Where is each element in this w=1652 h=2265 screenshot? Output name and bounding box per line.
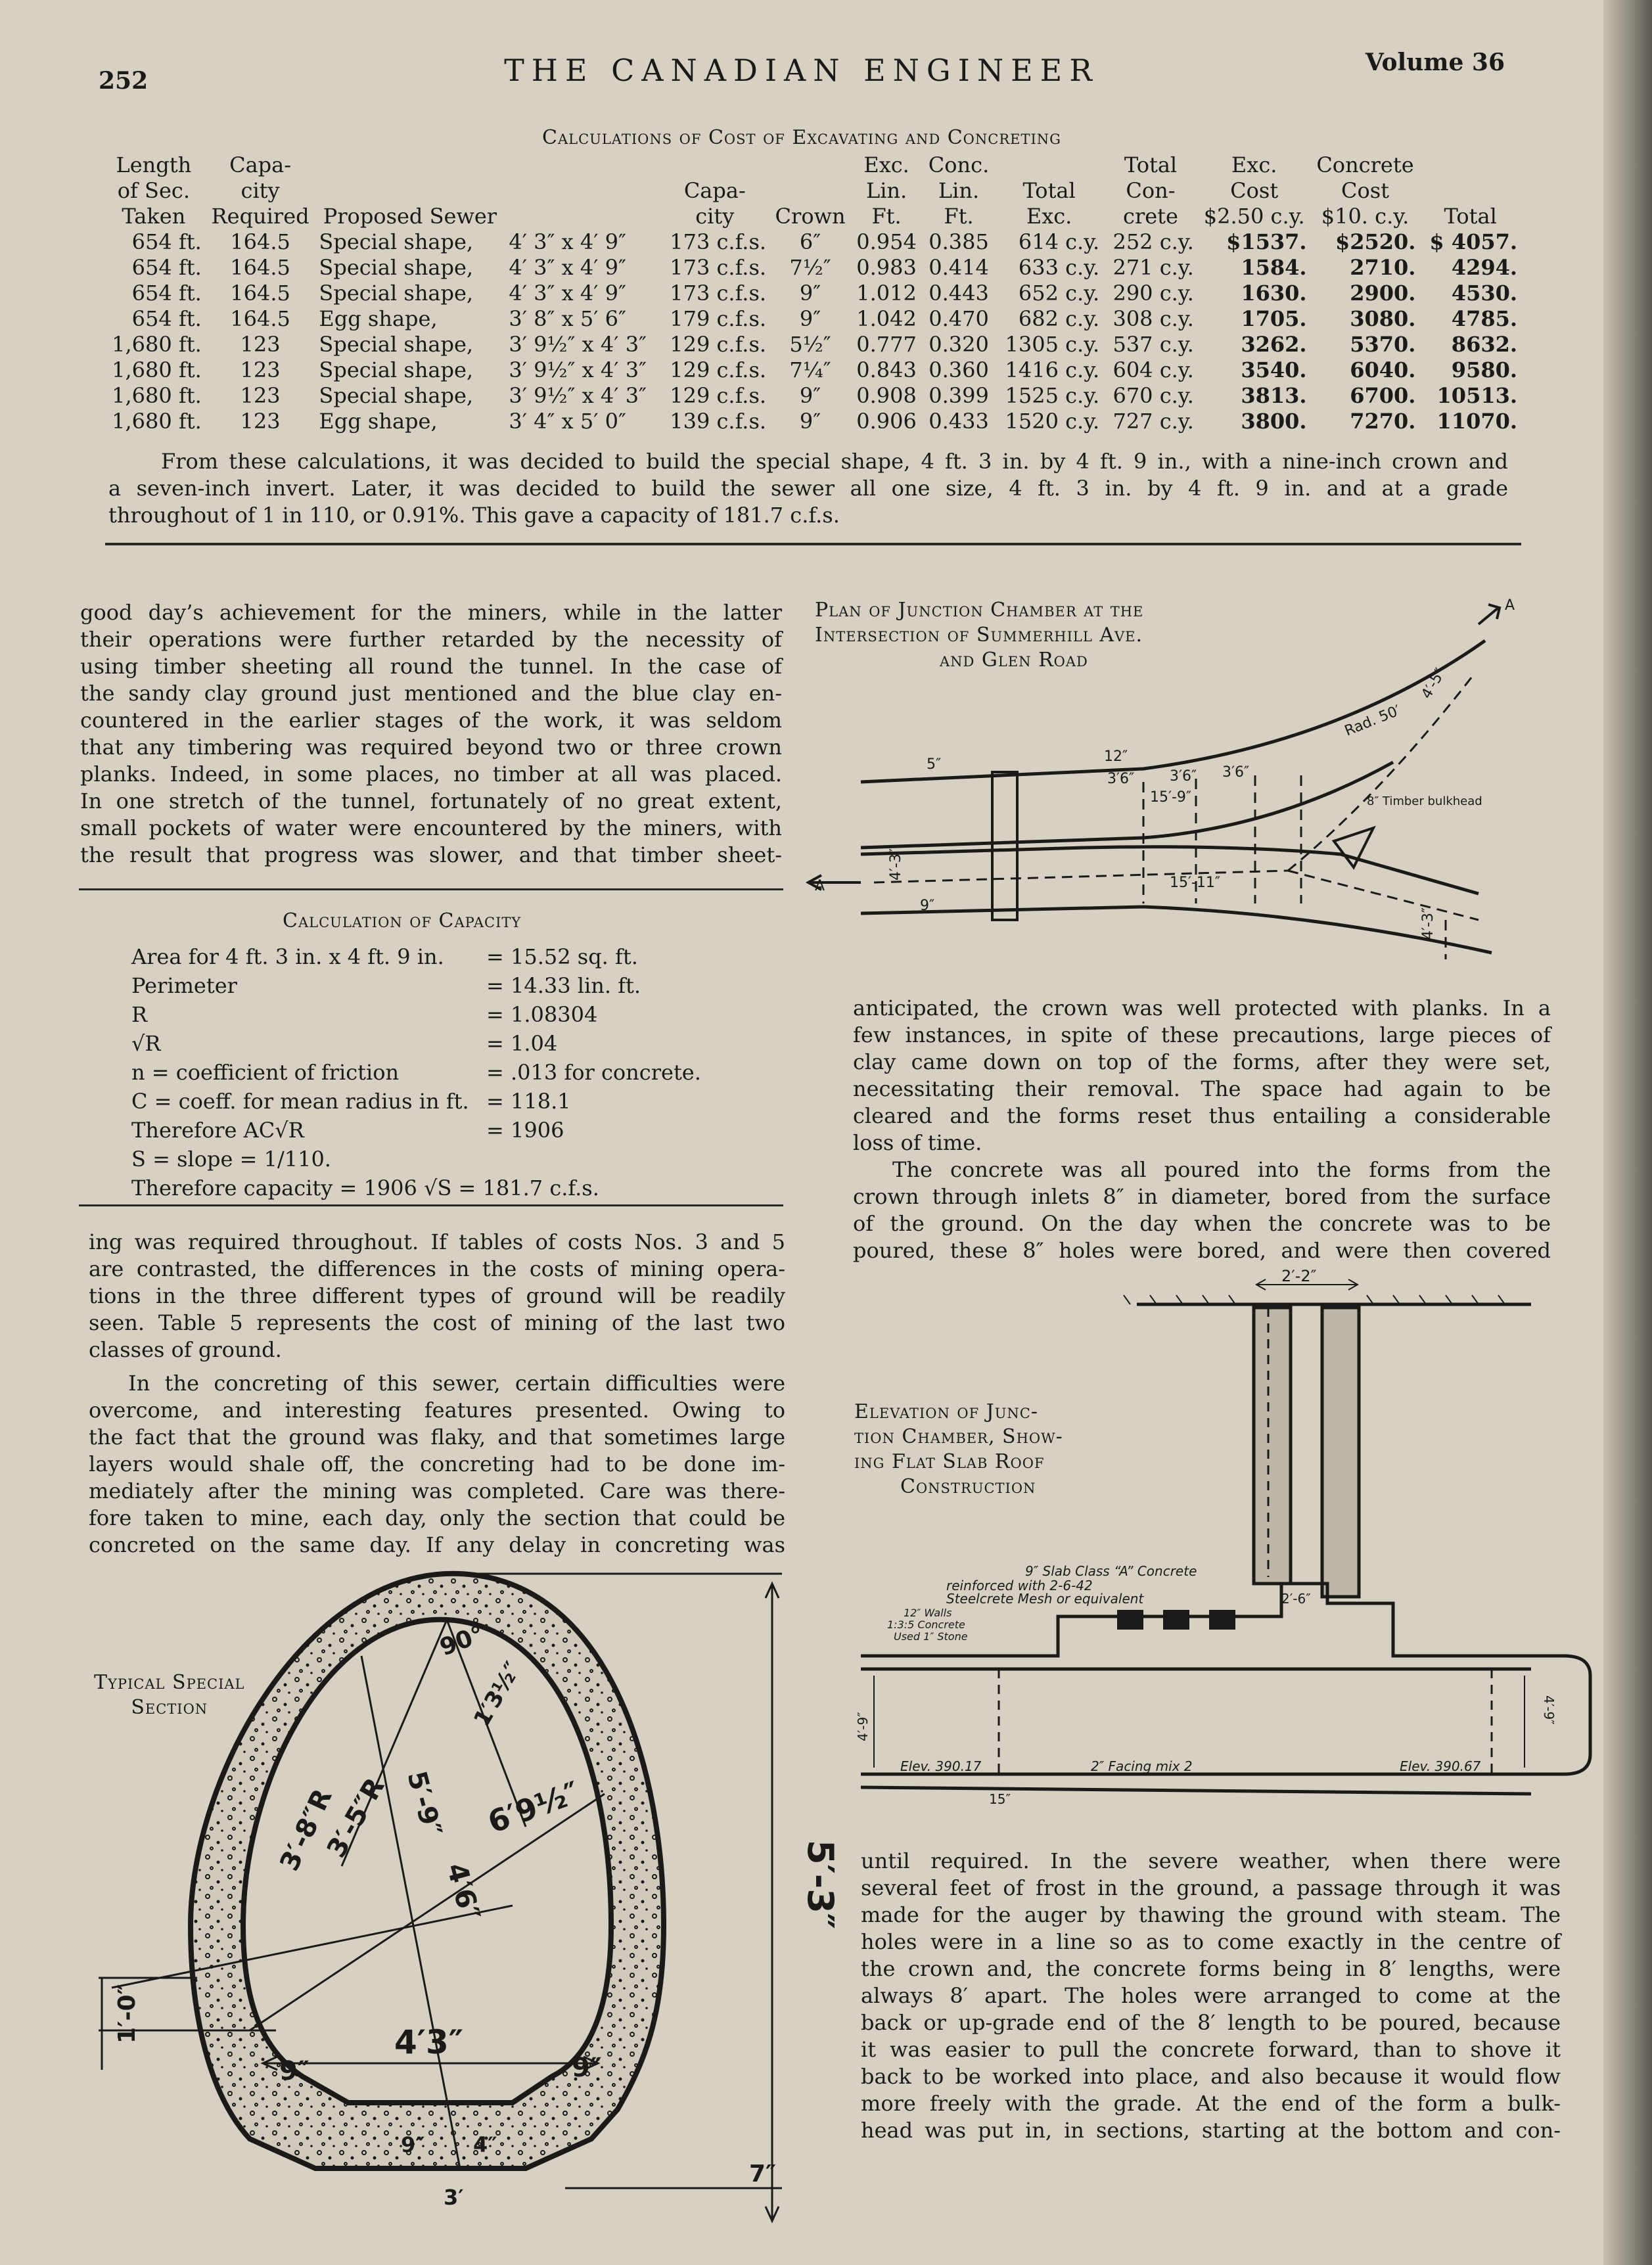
- cost-table-body: [102, 229, 1521, 434]
- cost-table-row: [102, 281, 1521, 306]
- plan-label-45: 4′-5″: [1418, 665, 1449, 702]
- elev-label-elev-left: Elev. 390.17: [900, 1758, 982, 1774]
- cost-table-header: [505, 152, 659, 229]
- cost-table-row: [102, 383, 1521, 409]
- cost-table-cell: 290 c.y.: [1113, 281, 1194, 306]
- cost-table-cell: 3540.: [1241, 357, 1307, 382]
- cost-table-row: [102, 229, 1521, 255]
- capacity-calc-value: = .013 for concrete.: [486, 1060, 701, 1085]
- cost-table-cell: 7¼″: [789, 357, 831, 382]
- text-line: tions in the three different types of ground will be readily: [89, 1283, 785, 1308]
- cost-table-cell: 3080.: [1350, 306, 1416, 331]
- cost-table-cell: 654 ft.: [131, 306, 202, 331]
- typical-section-drawing: [92, 1557, 841, 2241]
- cost-table-header-row: [102, 152, 1521, 229]
- text-line: more freely with the grade. At the end of the form a bulk-: [861, 2091, 1561, 2116]
- book-spine: [1603, 0, 1652, 2265]
- text-line: until required. In the severe weather, when there were: [861, 1848, 1561, 1873]
- elev-label-49b: 4′-9″: [1541, 1695, 1557, 1725]
- section-caption-line-1: Typical Special: [94, 1671, 245, 1694]
- cost-table-cell: 727 c.y.: [1113, 409, 1194, 434]
- plan-label-36a: 3′6″: [1107, 771, 1135, 787]
- plan-label-bulkhead: 8″ Timber bulkhead: [1367, 794, 1482, 808]
- cost-table-cell: 654 ft.: [131, 281, 202, 306]
- elevation-caption-line-1: Elevation of Junc-: [854, 1400, 1038, 1423]
- text-line: The concrete was all poured into the forms from the: [892, 1157, 1551, 1182]
- plan-label-36c: 3′6″: [1222, 764, 1250, 781]
- cost-table-cell: 308 c.y.: [1113, 306, 1194, 331]
- capacity-calc-row: [131, 1029, 762, 1058]
- cost-table-header: Total Exc.: [1022, 178, 1076, 229]
- cost-table-cell: 0.433: [929, 409, 989, 434]
- cost-table-cell: 1.042: [856, 306, 917, 331]
- capacity-calc-value: = 1906: [486, 1118, 564, 1143]
- cost-table-cell: 3′ 9½″ x 4′ 3″: [509, 383, 647, 408]
- cost-table-cell: 652 c.y.: [1018, 281, 1100, 306]
- plan-centerline-branch: [1288, 871, 1479, 920]
- elev-label-26: 2′-6″: [1281, 1591, 1311, 1607]
- page-number: 252: [99, 67, 149, 95]
- plan-label-43b: 4′-3″: [1420, 907, 1436, 940]
- plan-caption-line-2: Intersection of Summerhill Ave.: [815, 624, 1143, 647]
- junction-elevation-drawing: [848, 1268, 1577, 1846]
- text-line: back to be worked into place, and also because it would flow: [861, 2064, 1561, 2089]
- plan-label-a-top: A: [1505, 597, 1515, 614]
- cost-table-cell: 0.470: [929, 306, 989, 331]
- cost-table-cell: 6700.: [1350, 383, 1416, 408]
- cost-table-header: Conc. Lin. Ft.: [928, 152, 990, 229]
- plan-centerline: [874, 871, 1288, 882]
- capacity-calc-term: S = slope = 1/110.: [131, 1147, 331, 1172]
- left-column-text-mid: [89, 1229, 785, 1363]
- text-line: the sandy clay ground just mentioned and the blue clay en-: [80, 681, 782, 706]
- plan-label-159: 15′-9″: [1150, 789, 1192, 806]
- cost-table-caption: Calculations of Cost of Excavating and Concreting: [542, 126, 1061, 149]
- text-line: it was easier to pull the concrete forward, than to shove it: [861, 2037, 1561, 2062]
- cost-table-cell: 1,680 ft.: [112, 332, 202, 357]
- cost-table-cell: Special shape,: [319, 229, 474, 254]
- section-label-90: 90°: [436, 1620, 488, 1662]
- cost-table-cell: $2520.: [1335, 229, 1416, 254]
- text-line: few instances, in spite of these precautions, large pieces of: [853, 1022, 1551, 1047]
- cost-table-header: Capa- city: [683, 178, 746, 229]
- cost-table-cell: Egg shape,: [319, 306, 438, 331]
- capacity-calc-row: [131, 1116, 762, 1145]
- rule-above-capacity: [79, 888, 783, 890]
- cost-table-cell: 9″: [799, 306, 821, 331]
- cost-table-cell: 129 c.f.s.: [670, 357, 767, 382]
- journal-title: THE CANADIAN ENGINEER: [504, 53, 1099, 88]
- cost-table-cell: 173 c.f.s.: [670, 281, 767, 306]
- text-line: back or up-grade end of the 8′ length to be poured, because: [861, 2010, 1561, 2035]
- capacity-calc-value: = 1.08304: [486, 1002, 598, 1027]
- text-line: cleared and the forms reset thus entailing a considerable: [853, 1103, 1551, 1128]
- cost-table-header: Capa- city Required: [211, 152, 310, 229]
- cost-table-cell: 3800.: [1241, 409, 1307, 434]
- cost-table-cell: 9″: [799, 409, 821, 434]
- text-line: small pockets of water were encountered by the miners, with: [80, 815, 782, 840]
- elev-label-facing: 2″ Facing mix 2: [1091, 1758, 1193, 1774]
- left-column-text-concreting: [89, 1370, 785, 1559]
- cost-table-cell: 10513.: [1436, 383, 1517, 408]
- cost-table-cell: 123: [240, 357, 281, 382]
- capacity-calc-term: √R: [131, 1031, 161, 1056]
- text-line: planks. Indeed, in some places, no timber at all was placed.: [80, 762, 782, 787]
- text-line: the crown and, the concrete forms being in 8′ lengths, were: [861, 1956, 1561, 1981]
- cost-table-cell: 123: [240, 383, 281, 408]
- plan-label-36b: 3′6″: [1170, 768, 1197, 785]
- cost-table-cell: Special shape,: [319, 281, 474, 306]
- capacity-calc-term: Perimeter: [131, 973, 237, 998]
- cost-table-cell: Special shape,: [319, 383, 474, 408]
- capacity-calc-row: [131, 1087, 762, 1116]
- capacity-calc-term: C = coeff. for mean radius in ft.: [131, 1089, 469, 1114]
- capacity-calc-term: n = coefficient of friction: [131, 1060, 400, 1085]
- plan-caption-line-3: and Glen Road: [940, 649, 1088, 672]
- capacity-calc-row: [131, 942, 762, 971]
- text-line: the result that progress was slower, and that timber sheet-: [80, 842, 782, 867]
- text-line: of the ground. On the day when the concrete was to be: [853, 1211, 1551, 1236]
- cost-table-cell: Special shape,: [319, 357, 474, 382]
- text-line: always 8′ apart. The holes were arranged to come at the: [861, 1983, 1561, 2008]
- text-line: their operations were further retarded by the necessity of: [80, 627, 782, 652]
- cost-table-row: [102, 357, 1521, 383]
- cost-table-cell: 1305 c.y.: [1005, 332, 1100, 357]
- section-label-9l: 9″: [279, 2056, 310, 2086]
- text-line: In one stretch of the tunnel, fortunately of no great extent,: [80, 789, 782, 813]
- elev-label-top: 2′-2″: [1281, 1267, 1317, 1285]
- cost-table-note: [108, 448, 1508, 529]
- cost-table-cell: 164.5: [230, 306, 290, 331]
- cost-table-cell: 4′ 3″ x 4′ 9″: [509, 255, 626, 280]
- text-line: that any timbering was required beyond two or three crown: [80, 735, 782, 760]
- cost-table-header: Exc. Lin. Ft.: [863, 152, 909, 229]
- cost-table-cell: 1525 c.y.: [1005, 383, 1100, 408]
- elev-label-49a: 4′-9″: [855, 1712, 871, 1741]
- section-label-7: 7″: [749, 2161, 777, 2187]
- cost-table-cell: 173 c.f.s.: [670, 255, 767, 280]
- text-line: good day’s achievement for the miners, while in the latter: [80, 600, 782, 625]
- cost-table-cell: Special shape,: [319, 332, 474, 357]
- section-label-10: 1′-0″: [114, 1984, 141, 2044]
- cost-table-cell: 4′ 3″ x 4′ 9″: [509, 281, 626, 306]
- cost-table-cell: 614 c.y.: [1018, 229, 1100, 254]
- cost-table-header: Total: [1444, 204, 1497, 229]
- capacity-calc-value: = 15.52 sq. ft.: [486, 944, 638, 969]
- elev-label-walls: 12″ Walls: [904, 1607, 952, 1619]
- cost-table-cell: $ 4057.: [1429, 229, 1517, 254]
- cost-table-cell: 654 ft.: [131, 255, 202, 280]
- cost-table-cell: 0.843: [856, 357, 917, 382]
- cost-table-cell: 2710.: [1350, 255, 1416, 280]
- cost-table-cell: 1584.: [1241, 255, 1307, 280]
- cost-table-cell: 0.320: [929, 332, 989, 357]
- cost-table-cell: 0.360: [929, 357, 989, 382]
- cost-table-row: [102, 255, 1521, 281]
- cost-table-cell: 129 c.f.s.: [670, 383, 767, 408]
- cost-table-cell: 6040.: [1350, 357, 1416, 382]
- right-column-text-a: [853, 995, 1551, 1156]
- plan-label-rad: Rad. 50′: [1342, 702, 1403, 740]
- cost-table-cell: 2900.: [1350, 281, 1416, 306]
- text-line: In the concreting of this sewer, certain difficulties were: [128, 1371, 785, 1396]
- cost-table-cell: 123: [240, 409, 281, 434]
- cost-table-cell: 0.385: [929, 229, 989, 254]
- cost-table-cell: 0.906: [856, 409, 917, 434]
- cost-table-cell: 633 c.y.: [1018, 255, 1100, 280]
- section-label-9n: 9″: [401, 2132, 425, 2157]
- cost-table-cell: 252 c.y.: [1113, 229, 1194, 254]
- elevation-caption-line-4: Construction: [900, 1475, 1036, 1498]
- cost-table-row: [102, 306, 1521, 332]
- text-line: the fact that the ground was flaky, and that sometimes large: [89, 1425, 785, 1450]
- cost-table-cell: 3′ 9½″ x 4′ 3″: [509, 332, 647, 357]
- text-line: holes were in a line so as to come exactly in the centre of: [861, 1929, 1561, 1954]
- cost-table-cell: 139 c.f.s.: [670, 409, 767, 434]
- elev-label-walls2: 1:3:5 Concrete: [887, 1618, 965, 1631]
- capacity-calc-row: [131, 1058, 762, 1087]
- cost-table: [102, 152, 1521, 434]
- cost-table-cell: 179 c.f.s.: [670, 306, 767, 331]
- elevation-caption-line-2: tion Chamber, Show-: [854, 1425, 1063, 1448]
- plan-label-43: 4′-3″: [888, 848, 904, 881]
- cost-table-cell: 0.777: [856, 332, 917, 357]
- capacity-calc-block: [131, 942, 762, 1202]
- text-line: made for the auger by thawing the ground with steam. The: [861, 1902, 1561, 1927]
- capacity-calc-value: = 118.1: [486, 1089, 571, 1114]
- cost-table-header: Proposed Sewer: [323, 204, 497, 229]
- cost-table-cell: 7½″: [789, 255, 831, 280]
- cost-table-cell: 4785.: [1451, 306, 1517, 331]
- elevation-caption-line-3: ing Flat Slab Roof: [854, 1450, 1045, 1473]
- elev-label-slab: 9″ Slab Class “A” Concrete: [1025, 1563, 1197, 1579]
- section-label-35: 3′-5″R: [321, 1773, 391, 1863]
- plan-label-12in: 12″: [1104, 748, 1128, 765]
- capacity-calc-term: R: [131, 1002, 148, 1027]
- cost-table-header: Concrete Cost $10. c.y.: [1316, 152, 1414, 229]
- cost-table-cell: 7270.: [1350, 409, 1416, 434]
- text-line: countered in the earlier stages of the work, it was seldom: [80, 708, 782, 733]
- text-line: several feet of frost in the ground, a passage through it was: [861, 1875, 1561, 1900]
- capacity-calc-term: Therefore AC√R: [131, 1118, 304, 1143]
- capacity-calc-value: = 14.33 lin. ft.: [486, 973, 641, 998]
- cost-table-cell: 1520 c.y.: [1005, 409, 1100, 434]
- section-label-9r: 9″: [572, 2053, 602, 2083]
- cost-table-row: [102, 332, 1521, 357]
- right-column-text-b: [853, 1156, 1551, 1264]
- cost-table-cell: Egg shape,: [319, 409, 438, 434]
- cost-table-cell: 4′ 3″ x 4′ 9″: [509, 229, 626, 254]
- cost-table-cell: 537 c.y.: [1113, 332, 1194, 357]
- plan-caption-line-1: Plan of Junction Chamber at the: [815, 599, 1144, 622]
- text-line: crown through inlets 8″ in diameter, bored from the surface: [853, 1184, 1551, 1209]
- cost-table-cell: 123: [240, 332, 281, 357]
- text-line: fore taken to mine, each day, only the section that could be: [89, 1505, 785, 1530]
- plan-label-5in: 5″: [927, 756, 942, 773]
- capacity-calc-row: [131, 1145, 762, 1174]
- capacity-calc-row: [131, 1174, 762, 1202]
- section-caption-line-2: Section: [131, 1696, 208, 1719]
- text-line: head was put in, in sections, starting at the bottom and con-: [861, 2118, 1561, 2143]
- text-line: loss of time.: [853, 1130, 982, 1155]
- cost-table-cell: 8632.: [1451, 332, 1517, 357]
- elev-label-walls3: Used 1″ Stone: [894, 1630, 968, 1643]
- cost-table-cell: 1.012: [856, 281, 917, 306]
- page-header: [99, 49, 1505, 99]
- text-line: clay came down on top of the forms, after they were set,: [853, 1049, 1551, 1074]
- plan-label-9in: 9″: [920, 898, 935, 914]
- cost-table-cell: 6″: [799, 229, 821, 254]
- cost-table-cell: 604 c.y.: [1113, 357, 1194, 382]
- volume-label: Volume 36: [1365, 49, 1505, 76]
- cost-table-cell: 0.414: [929, 255, 989, 280]
- text-line: classes of ground.: [89, 1337, 282, 1362]
- cost-table-header: Total Con- crete: [1123, 152, 1178, 229]
- cost-table-cell: 3′ 8″ x 5′ 6″: [509, 306, 626, 331]
- cost-table-cell: 1630.: [1241, 281, 1307, 306]
- cost-table-cell: 1,680 ft.: [112, 357, 202, 382]
- section-label-13: 1′3½″: [469, 1657, 527, 1731]
- cost-table-cell: 0.954: [856, 229, 917, 254]
- cost-table-cell: 5½″: [789, 332, 831, 357]
- cost-table-cell: 1,680 ft.: [112, 409, 202, 434]
- cost-table-cell: 682 c.y.: [1018, 306, 1100, 331]
- cost-table-cell: 654 ft.: [131, 229, 202, 254]
- section-label-53: 5′-3″: [800, 1840, 841, 1929]
- cost-table-cell: 271 c.y.: [1113, 255, 1194, 280]
- cost-table-cell: 3262.: [1241, 332, 1307, 357]
- cost-table-cell: 129 c.f.s.: [670, 332, 767, 357]
- cost-table-row: [102, 409, 1521, 434]
- capacity-calc-term: Therefore capacity = 1906 √S = 181.7 c.f.s.: [131, 1176, 599, 1201]
- right-column-text-c: [861, 1848, 1561, 2144]
- cost-table-header: Exc. Cost $2.50 c.y.: [1203, 152, 1305, 229]
- text-line: layers would shale off, the concreting had to be done im-: [89, 1452, 785, 1476]
- left-column-text-top: [80, 599, 782, 869]
- cost-table-header: Length of Sec. Taken: [116, 152, 192, 229]
- cost-table-cell: 9″: [799, 383, 821, 408]
- plan-label-1511: 15′-11″: [1170, 875, 1221, 891]
- section-label-4n: 4″: [473, 2132, 497, 2157]
- cost-table-cell: 670 c.y.: [1113, 383, 1194, 408]
- cost-table-cell: 0.399: [929, 383, 989, 408]
- text-line: necessitating their removal. The space had again to be: [853, 1076, 1551, 1101]
- section-label-46: 4′6″: [440, 1859, 487, 1924]
- cost-table-cell: 5370.: [1350, 332, 1416, 357]
- section-label-43: 4′3″: [394, 2023, 464, 2061]
- plan-wall-bottom-outer: [861, 907, 1492, 953]
- text-line: overcome, and interesting features presented. Owing to: [89, 1398, 785, 1423]
- text-line: throughout of 1 in 110, or 0.91%. This gave a capacity of 181.7 c.f.s.: [108, 503, 840, 528]
- cost-table-cell: 173 c.f.s.: [670, 229, 767, 254]
- cost-table-cell: 4530.: [1451, 281, 1517, 306]
- cost-table-cell: Special shape,: [319, 255, 474, 280]
- rule-below-capacity: [79, 1204, 783, 1206]
- cost-table-cell: 164.5: [230, 255, 290, 280]
- cost-table-header: Crown: [775, 204, 846, 229]
- cost-table-cell: 1,680 ft.: [112, 383, 202, 408]
- cost-table-cell: 3′ 4″ x 5′ 0″: [509, 409, 626, 434]
- section-label-3: 3′: [444, 2185, 464, 2210]
- text-line: anticipated, the crown was well protected with planks. In a: [853, 995, 1551, 1020]
- text-line: concreted on the same day. If any delay in concreting was: [89, 1532, 785, 1557]
- cost-table-cell: 1705.: [1241, 306, 1307, 331]
- cost-table-cell: 0.908: [856, 383, 917, 408]
- elev-label-slab2: reinforced with 2-6-42: [946, 1578, 1093, 1593]
- junction-plan-drawing: [802, 578, 1551, 986]
- capacity-calc-title: Calculation of Capacity: [283, 909, 522, 932]
- elev-label-slab3: Steelcrete Mesh or equivalent: [946, 1591, 1144, 1607]
- text-line: ing was required throughout. If tables of costs Nos. 3 and 5: [89, 1229, 785, 1254]
- plan-label-a-left: A: [815, 878, 825, 894]
- cost-table-cell: $1537.: [1226, 229, 1307, 254]
- text-line: a seven-inch invert. Later, it was decided to build the sewer all one size, 4 ft. 3 in. by 4 ft. 9 in. and at a grade: [108, 476, 1508, 501]
- plan-bulkhead-left: [992, 772, 1017, 920]
- cost-table-cell: 3813.: [1241, 383, 1307, 408]
- cost-table-cell: 4294.: [1451, 255, 1517, 280]
- text-line: using timber sheeting all round the tunnel. In the case of: [80, 654, 782, 679]
- cost-table-cell: 3′ 9½″ x 4′ 3″: [509, 357, 647, 382]
- cost-table-cell: 11070.: [1436, 409, 1517, 434]
- text-line: mediately after the mining was completed. Care was there-: [89, 1478, 785, 1503]
- cost-table-cell: 9580.: [1451, 357, 1517, 382]
- capacity-calc-row: [131, 1000, 762, 1029]
- section-label-69: 6′9½″: [483, 1774, 585, 1841]
- cost-table-cell: 164.5: [230, 281, 290, 306]
- cost-table-cell: 9″: [799, 281, 821, 306]
- capacity-calc-row: [131, 971, 762, 1000]
- capacity-calc-value: = 1.04: [486, 1031, 558, 1056]
- text-line: seen. Table 5 represents the cost of mining of the last two: [89, 1310, 785, 1335]
- capacity-calc-term: Area for 4 ft. 3 in. x 4 ft. 9 in.: [131, 944, 444, 969]
- section-label-38: 3′-8″R: [274, 1784, 338, 1876]
- text-line: poured, these 8″ holes were bored, and were then covered: [853, 1238, 1551, 1263]
- elev-label-elev-right: Elev. 390.67: [1400, 1758, 1481, 1774]
- cost-table-cell: 0.443: [929, 281, 989, 306]
- section-label-59: 5′-9″: [401, 1768, 447, 1840]
- elev-label-15: 15″: [989, 1791, 1011, 1807]
- text-line: From these calculations, it was decided to build the special shape, 4 ft. 3 in. by 4 ft. 9 in., with a nine-inch crown and: [161, 449, 1508, 474]
- cost-table-cell: 1416 c.y.: [1005, 357, 1100, 382]
- cost-table-cell: 164.5: [230, 229, 290, 254]
- text-line: are contrasted, the differences in the costs of mining opera-: [89, 1256, 785, 1281]
- rule-under-table: [105, 543, 1521, 545]
- cost-table-cell: 0.983: [856, 255, 917, 280]
